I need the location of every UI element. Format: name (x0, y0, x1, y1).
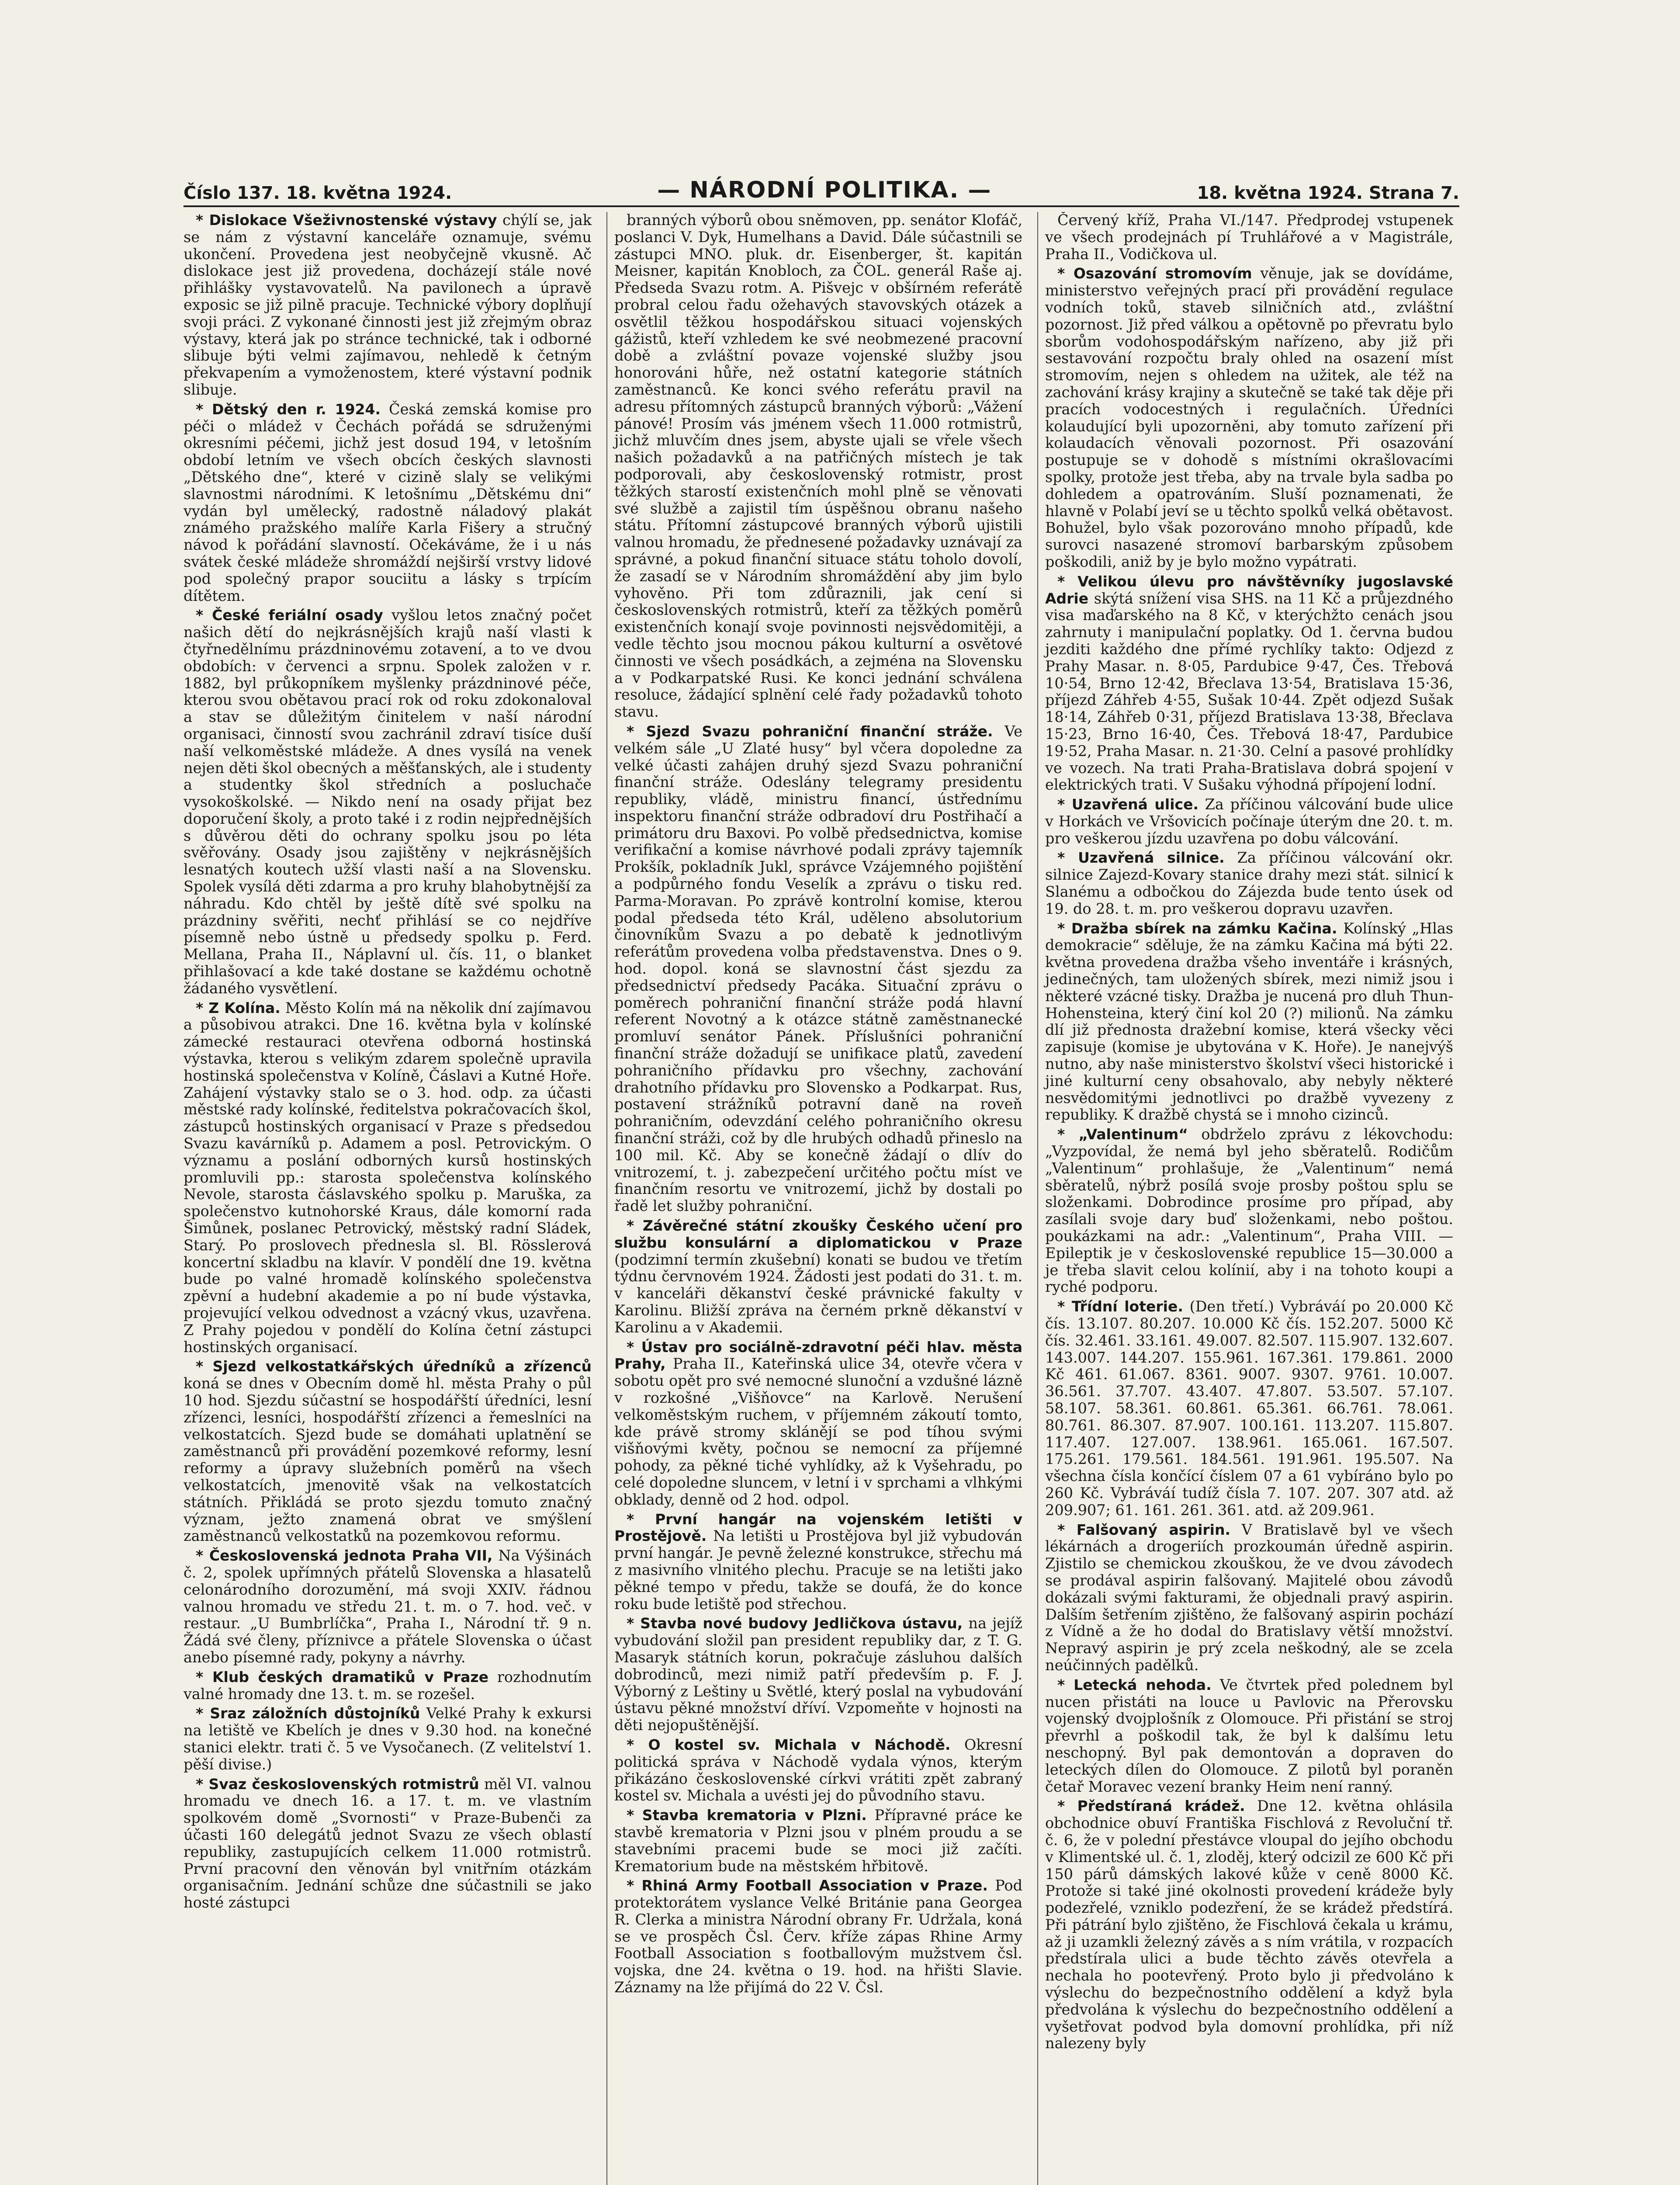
news-item (1045, 850, 1453, 917)
news-item-text: Město Kolín má na několik dní zajímavou a působivou atrakci. Dne 16. května byla v kolínské zámecké restauraci otevřena odborná hostinská výstavka, kterou s velikým zdarem společně upravila hostinská společenstva v Kolíně, Čáslavi a Kutné Hoře. Zahájení výstavky stalo se o 3. hod. odp. za účasti městské rady kolínské, ředitelstva pokračovacích škol, zástupců hostinských organisací v Praze s předsedou Svazu kavárníků p. Adamem a posl. Petrovickým. O významu a poslání odborných kursů hostinských promluvili pp.: starosta společenstva kolínského Nevole, starosta čáslavského spolku p. Maruška, za společenstvo kutnohorské Kraus, dále komorní rada Šimůnek, poslanec Petrovický, městský radní Sládek, Starý. Po proslovech přednesla sl. Bl. Rösslerová koncertní skladbu na klavír. V pondělí dne 19. května bude po valné hromadě kolínského společenstva zpěvní a hudební akademie a po ní bude výstavka, projevující velkou odvednost a vzácný vkus, uzavřena. Z Prahy pojedou v pondělí do Kolína četní zástupci hostinských organisací. (184, 999, 592, 1356)
news-item (184, 607, 592, 997)
news-item (614, 1807, 1022, 1875)
news-item (1045, 1298, 1453, 1519)
news-item-headline: * Závěrečné státní zkoušky Českého učení pro službu konsulární a diplomatickou v Praze (614, 1217, 1022, 1251)
news-item-text: Za příčinou válcování bude ulice v Horkách ve Vršovicích počínaje úterým dne 20. t. m. pro veškerou jízdu uzavřena po dobu válcování. (1045, 796, 1453, 847)
news-item-headline: * Sraz záložních důstojníků (196, 1705, 420, 1722)
news-item-text: Přípravné práce ke stavbě krematoria v Plzni jsou v plném proudu a se stavebními pracemi bude se moci již začíti. Krematorium bude na městském hřbitově. (614, 1807, 1022, 1875)
news-item (614, 1877, 1022, 1996)
news-item (1045, 920, 1453, 1124)
page-number: 18. května 1924. Strana 7. (1197, 183, 1459, 203)
news-item-text: Ve velkém sále „U Zlaté husy“ byl včera dopoledne za velké účasti zahájen druhý sjezd Svazu pohraniční finanční stráže. Odeslány telegramy presidentu republiky, vládě, ministru financí, ústřednímu inspektoru finanční stráže odbradoví dru Postřihačí a primátoru dru Baxovi. Po volbě předsednictva, komise verifikační a komise návrhové podali zprávy tajemník Prokšík, pokladník Jukl, správce Vzájemného pojištění a podpůrného fondu Veselík a zprávu o tisku red. Parma-Moravan. Po zprávě kontrolní komise, kterou podal předseda této Král, udělenо absolutorium činovníkům Svazu a po debatě k jednotlivým referátům provedena volba představenstva. Dnes o 9. hod. dopol. koná se slavnostní část sjezdu za předsednictví předsedy Pacáka. Situační zprávu o poměrech pohraniční finanční stráže podá hlavní referent Novotný a k otázce státně zaměstnanecké promluví senátor Pánek. Příslušníci pohraniční finanční stráže dožadují se unifikace platů, zavedení pohraničního přídavku pro všechny, zachování drahotního přídavku pro Slovensko a Podkarpat. Rus, postavení strážníků potravní daně na roveň pohraničním, odevzdání celého pohraničního okresu finanční stráži, což by dle hrubých odhadů přineslo na 100 mil. Kč. Aby se konečně žádají o dlív do vnitrozemí, t. j. zabezpečení určitého počtu míst ve finančním resortu ve vnitrozemí, jichž by dostali po řadě let služby pohraniční. (614, 722, 1023, 1215)
news-item-text: Okresní politická správa v Náchodě vydala výnos, kterým přikázáno československé církvi vrátiti zpět zabraný kostel sv. Michala a uvésti jej do původního stavu. (614, 1736, 1022, 1804)
news-item-headline: * Sjezd Svazu pohraniční finanční stráže. (627, 722, 993, 740)
news-item-headline: * Z Kolína. (196, 999, 281, 1016)
news-item-text: Pod protektorátem vyslance Velké Británie pana Georgea R. Clerka a ministra Národní obrany Fr. Udržala, koná se ve prospěch Čsl. Červ. kříže zápas Rhine Army Football Association s footballovým mužstvem čsl. vojska, dne 24. května o 19. hod. na hřišti Slavie. Záznamy na lže přijímá do 22 V. Čsl. (614, 1877, 1023, 1996)
news-item (614, 1737, 1022, 1804)
news-item-text: na jejíž vybudování složil pan president republiky dar, z T. G. Masaryk státních korun, pokračuje zásluhou dalších dobrodinců, mezi nimiž patří především p. F. J. Výborný z Leštiny u Světlé, který poslal na vybudování ústavu pěkné množství dříví. Vzpomeňte v hojnosti na děti nejopuštěnější. (614, 1615, 1022, 1734)
column-2 (606, 212, 1029, 2185)
news-item-headline: * Československá jednota Praha VII, (196, 1547, 493, 1564)
page-header (184, 173, 1459, 203)
news-item-headline: * Dislokace Všeživnostenské výstavy (196, 212, 497, 229)
news-item-text: vyšlou letos značný počet našich dětí do nejkrásnějších krajů naší vlasti k čtyřnedělnímu prázdninovému zotavení, a to ve dvou obdobích: v červenci a srpnu. Spolek založen v r. 1882, byl průkopníkem myšlenky prázdninové péče, kterou svou obětavou prací rok od roku zdokonaloval a stav se důležitým činitelem v naší národní organisaci, činností svou zachránil zdraví tisíce duší naší velkoměstské mládeže. A dnes vysílá na venek nejen děti škol obecných a měšťanských, ale i studenty a studentky škol středních a posluchače vysokoškolské. — Nikdo není na osady přijat bez doporučení školy, a proto také i z rodin nejpřednějších s důvěrou děti do ochrany spolku jsou po léta svěřovány. Osady jsou zajištěny v nejkrásnějších lesnatých koutech užší vlasti naší a na Slovensku. Spolek vysílá děti zdarma a pro kruhy blahobytnější za náhradu. Kdo chtěl by ještě dítě své spolku na prázdniny svěřiti, nechť přihlásí se co nejdříve písemně nebo ústně u předsedy spolku p. Ferd. Mellana, Praha II., Náplavní ul. čís. 11, o blanket přihlašovací a kde také dostane se každému ochotně žádaného vysvětlení. (184, 607, 592, 997)
news-item-text: Ve čtvrtek před polednem byl nucen přistáti na louce u Pavlovic na Přerovsku vojenský dvojplošník z Olomouce. Při přistání se stroj převrhl a poškodil tak, že byl k dalšímu letu neschopný. Byl pak demontován a dopraven do leteckých dílen do Olomouce. Z pilotů byl poraněn četař Moravec vezení branky Heim není ranný. (1045, 1676, 1453, 1795)
news-item (1045, 573, 1453, 794)
news-item-headline: * Dětský den r. 1924. (196, 400, 381, 418)
news-item (1045, 212, 1453, 263)
news-item (614, 1339, 1022, 1509)
news-item-headline: * Ústav pro sociálně-zdravotní péči hlav. města Prahy, (614, 1338, 1022, 1373)
news-item (614, 1217, 1022, 1336)
news-item-headline: * První hangár na vojenském letišti v Prostějově. (614, 1510, 1022, 1545)
news-item-headline: * Stavba krematoria v Plzni. (627, 1807, 867, 1824)
issue-info: Číslo 137. 18. května 1924. (184, 183, 452, 203)
newspaper-title: — NÁRODNÍ POLITIKA. — (657, 177, 992, 203)
news-item (184, 1000, 592, 1356)
news-item-headline: * „Valentinum“ (1057, 1126, 1188, 1143)
news-item (184, 212, 592, 399)
news-item-headline: * Sjezd velkostatkářských úředníků a zřízenců (196, 1358, 592, 1375)
news-item (1045, 1522, 1453, 1674)
news-item-text: Za příčinou válcování okr. silnice Zajezd-Kovary stanice drahy mezi stát. silnicí k Slanému a odbočkou do Zájezda bude tento úsek od 19. do 28. t. m. pro veškerou dopravu uzavřen. (1045, 849, 1453, 917)
article-columns (184, 212, 1459, 2185)
news-item-headline: * Uzavřená silnice. (1057, 849, 1225, 867)
news-item-text: Praha II., Kateřinská ulice 34, otevře včera v sobotu opět pro své nemocné slunoční a vzdušné lázně v rozkošné „Višňovce“ na Karlově. Nerušení velkoměstským ruchem, v příjemném zákoutí tomto, kde právě stromy sklánějí se pod tíhou svými višňovými květy, počnou se nemocní za příjemné pohody, za pěkné tiché vyhlídky, až k Vyšehradu, po celé dopoledne sluncem, v letní i v sprchami a vlhkými obklady, denně od 2 hod. odpol. (614, 1355, 1022, 1508)
news-item-text: Na Výšinách č. 2, spolek upřímných přátelů Slovenska a hlasatelů celonárodního dorozumění, má svoji XXIV. řádnou valnou hromadu ve středu 21. t. m. o 7. hod. več. v restaur. „U Bumbrlíčka“, Praha I., Národní tř. 9 n. Žádá své členy, příznivce a přátele Slovenska o účast anebo písemné rady, pokyny a návrhy. (184, 1547, 592, 1666)
news-item (184, 1705, 592, 1773)
news-item (1045, 1126, 1453, 1296)
news-item-text: věnuje, jak se dovídáme, ministerstvo veřejných prací při provádění regulace vodních toků, staveb silničních atd., zvláštní pozornost. Již před válkou a opětovně po převratu bylo sborům vodohospodářským nařízeno, aby již při sestavování rozpočtu braly ohled na osazení míst stromovím, nejen s ohledem na užitek, ale též na zachování krásy krajiny a skutečně se také tak děje při pracích vodocestných i regulačních. Úředníci kolaudující byli upozorněni, aby tomuto zařízení při kolaudacích věnovali pozornost. Při osazování postupuje se v dohodě s místními okrašlovacími spolky, protože jest třeba, aby na trvale byla sadba po dohledem a opatrováním. Sluší poznamenati, že hlavně v Polabí jeví se u těchto spolků velká obětavost. Bohužel, bylo však pozorováno mnoho případů, kde surovci nasazené stromoví barbarským způsobem poškodili, aniž by je bylo možno vypátrati. (1045, 265, 1453, 570)
news-item-headline: * Předstíraná krádež. (1057, 1797, 1245, 1815)
column-1 (184, 212, 598, 2185)
news-item-headline: * Dražba sbírek na zámku Kačina. (1057, 919, 1337, 937)
news-item-text: Dne 12. května ohlásila obchodnice obuví Františka Fischlová z Revoluční tř. č. 6, že v polední přestávce vloupal do jejího obchodu v Klimentské ul. č. 1, zloděj, který odcizil ze 600 Kč při 150 párů dámských lakové kůže v ceně 8000 Kč. Protože si také jiné okolnosti provedení krádeže byly podezřelé, vzniklo podezření, že se krádež předstírá. Při pátrání bylo zjištěno, že Fischlová čekala u krámu, až ji uzamkli železný závěs a s ním vrátila, v rozpacích předstírala ulici a bude těchto závěs otevřela a nechala ho pootevřený. Proto bylo ji předvoláno k výslechu do bezpečnostního oddělení a když byla předvolána k výslechu do bezpečnostního oddělení a vyšetřovat podvod byla domovní prohlídka, při níž nalezeny byly (1045, 1797, 1453, 2052)
news-item-headline: * Svaz československých rotmistrů (196, 1775, 479, 1793)
news-item-text: měl VI. valnou hromadu ve dnech 16. a 17. t. m. ve vlastním spolkovém domě „Svornosti“ v Praze-Bubenči za účasti 160 delegátů jednot Svazu ze všech oblastí republiky, zastupujících celkem 11.000 rotmistrů. První pracovní den věnován byl vnitřním otázkám organisačním. Jednání schůze dne súčastnili se jako hosté zástupci (184, 1775, 592, 1911)
news-item-text: koná se dnes v Obecním domě hl. města Prahy o půl 10 hod. Sjezdu súčastní se hospodářští úředníci, lesní zřízenci, lesníci, hospodářští zřízenci a řemeslníci na velkostatcích. Sjezd bude se domáhati uplatnění se zaměstnanců při provádění pozemkové reformy, lesní reformy a úpravy služebních poměrů na všech velkostatcích, jmenovitě však na velkostatcích státních. Přikládá se proto sjezdu tomuto značný význam, ježto znamená obrat ve smýšlení zaměstnanců velkostatků na pozemkovou reformu. (184, 1375, 592, 1545)
news-item-text: Velké Prahy k exkursi na letiště ve Kbelích je dnes v 9.30 hod. na konečné stanici elektr. trati č. 5 ve Vysočanech. (Z velitelství 1. pěší divise.) (184, 1705, 592, 1773)
news-item-text: Na letišti u Prostějova byl již vybudován první hangár. Je pevně železné konstrukce, střechu má z masivního vlnitého plechu. Pracuje se na letišti jako pěkné tempo v předu, takže se doufá, že do konce roku bude letiště pod střechou. (614, 1527, 1022, 1613)
news-item-headline: * Falšovaný aspirin. (1057, 1521, 1230, 1538)
news-item-headline: * Třídní loterie. (1057, 1298, 1183, 1315)
news-item (1045, 1677, 1453, 1796)
news-item (1045, 796, 1453, 847)
news-item (1045, 265, 1453, 570)
news-item-text: rozhodnutím valné hromady dne 13. t. m. se rozešel. (184, 1668, 592, 1703)
news-item-headline: * Letecká nehoda. (1057, 1676, 1212, 1693)
news-item (614, 1615, 1022, 1734)
news-item (184, 1358, 592, 1545)
news-item-headline: * Velikou úlevu pro návštěvníky jugoslavské Adrie (1045, 572, 1453, 607)
header-rule (184, 205, 1459, 207)
news-item (184, 1776, 592, 1911)
news-item-text: Česká zemská komise pro péči o mládež v Čechách pořádá se sdruženými okresními péčemi, jichž jest dosud 194, v letošním období letním ve všech obcích českých slavnosti „Dětského dne“, které v cizině slaly se velikými slavnostmi národními. K letošnímu „Dětskému dni“ vydán byl umělecký, radostně náladový plakát známého pražského malíře Karla Fišery a stručný návod k pořádání slavností. Očekáváme, že i u nás svátek české mládeže shromáždí nejširší vrstvy lidové pod společný prapor souciitu a lásky s trpícím dítětem. (184, 400, 592, 604)
news-item-headline: * Rhiná Army Football Association v Praze. (627, 1877, 988, 1894)
news-item-headline: * Klub českých dramatiků v Praze (196, 1668, 488, 1686)
news-item-headline: * České feriální osady (196, 607, 383, 624)
news-item (614, 212, 1022, 721)
news-item (184, 1669, 592, 1703)
news-item (614, 1511, 1022, 1613)
news-item-text: obdrželo zprávu z lékovchodu: „Vyzpovídal, že nemá byl jeho sběratelů. Rodičům „Valentinum“ prohlašuje, že „Valentinum“ nemá sběratelů, nýbrž posílá svoje prosby poštou splu se složenkami. Dobrodince prosíme pro případ, aby zasílali svoje dary buď složenkami, nebo poštou. poukázkami na adr.: „Valentinum“, Praha VIII. — Epileptik je v československé republice 15—30.000 a je třeba slavit celou kolínií, aby i na tohoto koupi a ryché podporu. (1045, 1126, 1453, 1296)
news-item-text: chýlí se, jak se nám z výstavní kanceláře oznamuje, svému ukončení. Provedena jest neobyčejně vkusně. Ač dislokace jest již provedena, docházejí stále nové přihlášky vystavovatelů. Na pavilonech a úpravě exposic se již pilně pracuje. Technické výbory doplňují svoji práci. Z vykonané činnosti jest již zřejmým obraz výstavy, která jak po stránce technické, tak i odborné slibuje býti velmi zajímavou, nehledě k četným překvapením a vymoženostem, které výstavní podnik slibuje. (184, 212, 592, 398)
news-item (614, 723, 1022, 1215)
news-item-text: (Den třetí.) Vybráváí po 20.000 Kč čís. 13.107. 80.207. 10.000 Kč čís. 152.207. 5000 Kč čís. 32.461. 33.161. 49.007. 82.507. 115.907. 132.607. 143.007. 144.207. 155.961. 167.361. 179.861. 2000 Kč 461. 61.067. 8361. 9007. 9307. 9761. 10.007. 36.561. 37.707. 43.407. 47.807. 53.507. 57.107. 58.107. 58.361. 60.861. 65.361. 66.761. 78.061. 80.761. 86.307. 87.907. 100.161. 113.207. 115.807. 117.407. 127.007. 138.961. 165.061. 167.507. 175.261. 179.561. 184.561. 191.961. 195.507. Na všechna čísla končící číslem 07 a 61 vybíráno bylo po 260 Kč. Vybráváí tudíž čísla 7. 107. 207. 307 atd. až 209.907; 61. 161. 261. 361. atd. až 209.961. (1045, 1298, 1453, 1519)
news-item-text: (podzimní termín zkušební) konati se budou ve třetím týdnu červnovém 1924. Žádosti jest podati do 31. t. m. v kanceláři děkanství české právnické fakulty v Karolinu. Bližší zpráva na černém prkně děkanství v Karolinu a v Akademii. (614, 1251, 1022, 1336)
news-item-headline: * Osazování stromovím (1057, 265, 1252, 282)
news-item-text: Červený kříž, Praha VI./147. Předprodej vstupenek ve všech prodejnách pí Truhlářové a v Magistrále, Praha II., Vodičkova ul. (1045, 212, 1453, 263)
news-item-headline: * Uzavřená ulice. (1057, 796, 1199, 813)
news-item-text: branných výborů obou sněmoven, pp. senátor Klofáč, poslanci V. Dyk, Humelhans a David. Dále súčastnili se zástupci MNO. pluk. dr. Eisenberger, št. kapitán Meisner, kapitán Knobloch, za ČOL. generál Raše aj. Předseda Svazu rotm. A. Pišvejc v obšírném referátě probral celou řadu ožehavých stavovských otázek a osvětlil těžkou hospodářskou situaci vojenských gážistů, kteří vzhledem ke své neobmezené pracovní době a zvláštní povaze vojenské služby jsou honorováni hůře, než ostatní kategorie státních zaměstnanců. Ke konci svého referátu pravil na adresu přítomných zástupců branných výborů: „Vážení pánové! Prosím vás jménem všech 11.000 rotmistrů, jichž mluvčím dnes jsem, abyste ujali se vřele všech našich požadavků a na patřičných místech je tak podporovali, aby československý rotmistr, prost těžkých starostí existenčních mohl plně se věnovati své službě a zajistil tím úspěšnou obranu našeho státu. Přítomní zástupcové branných výborů ujistili valnou hromadu, že přednesené požadavky uznávají za správné, a pokud finanční situace státu toholo dovolí, že zasadí se v Národním shromáždění aby jim bylo vyhověno. Při tom zdůraznili, jak cení si československých rotmistrů, kteří za těžkých poměrů existenčních konají svoje povinnosti nejsvědomitěji, a vedle těchto jsou mocnou pákou kulturní a osvětové činnosti ve všech posádkách, a zejména na Slovensku a v Podkarpatské Rusi. Ke konci jednání schválena resoluce, žádající splnění celé řady požadavků tohoto stavu. (614, 212, 1022, 721)
column-3 (1037, 212, 1459, 2185)
news-item (184, 1547, 592, 1666)
news-item-headline: * Stavba nové budovy Jedličkova ústavu, (627, 1615, 963, 1632)
news-item-text: V Bratislavě byl ve všech lékárnách a drogeriích prozkoumán úředně aspirin. Zjistilo se chemickou zkouškou, že ve dvou závodech se prodával aspirin falšovaný. Majitelé obou závodů dokázali svými fakturami, že objednali pravý aspirin. Dalším šetřením zjištěno, že falšovaný aspirin pochází z Vídně a že ho dodal do Bratislavy větší množství. Nepravý aspirin je prý zcela neškodný, ale se zcela neúčinných padělků. (1045, 1521, 1453, 1674)
news-item-text: skýtá snížení visa SHS. na 11 Kč a průjezdného visa maďarského na 8 Kč, v kterýchžto cenách jsou zahrnuty i manipulační poplatky. Od 1. června budou jezditi každého dne přímé rychlíky takto: Odjezd z Prahy Masar. n. 8·05, Pardubice 9·47, Čes. Třebová 10·54, Brno 12·42, Břeclava 13·54, Bratislava 15·36, příjezd Záhřeb 4·55, Sušak 10·44. Zpět odjezd Sušak 18·14, Záhřeb 0·31, příjezd Bratislava 13·38, Břeclava 15·23, Brno 16·40, Čes. Třebová 18·47, Pardubice 19·52, Praha Masar. n. 21·30. Celní a pasové prohlídky ve vozech. Na trati Praha-Bratislava dobrá spojení v elektrických trati. V Sušaku výhodná přípojení lodní. (1045, 590, 1453, 794)
news-item (1045, 1798, 1453, 2052)
news-item-text: Kolínský „Hlas demokracie“ sděluje, že na zámku Kačina má býti 22. května provedena dražba všeho inventáře i krásných, jedinečných, tam uložených sbírek, mezi nimiž jsou i některé vzácné tisky. Dražba je nucená pro dluh Thun-Hohensteina, který činí kol 20 (?) milionů. Na zámku dlí již přednosta dražební komise, která všecky věci zapisuje (komise je ubytována v K. Hoře). Je nanejvýš nutno, aby naše ministerstvo školství všeci historické i jiné kulturní ceny obsahovalo, aby nebyly některé nesvědomitými jednotlivci po dražbě vyvezeny z republiky. K dražbě chystá se i mnoho cizinců. (1045, 919, 1453, 1124)
news-item (184, 401, 592, 605)
news-item-headline: * O kostel sv. Michala v Náchodě. (627, 1736, 951, 1753)
